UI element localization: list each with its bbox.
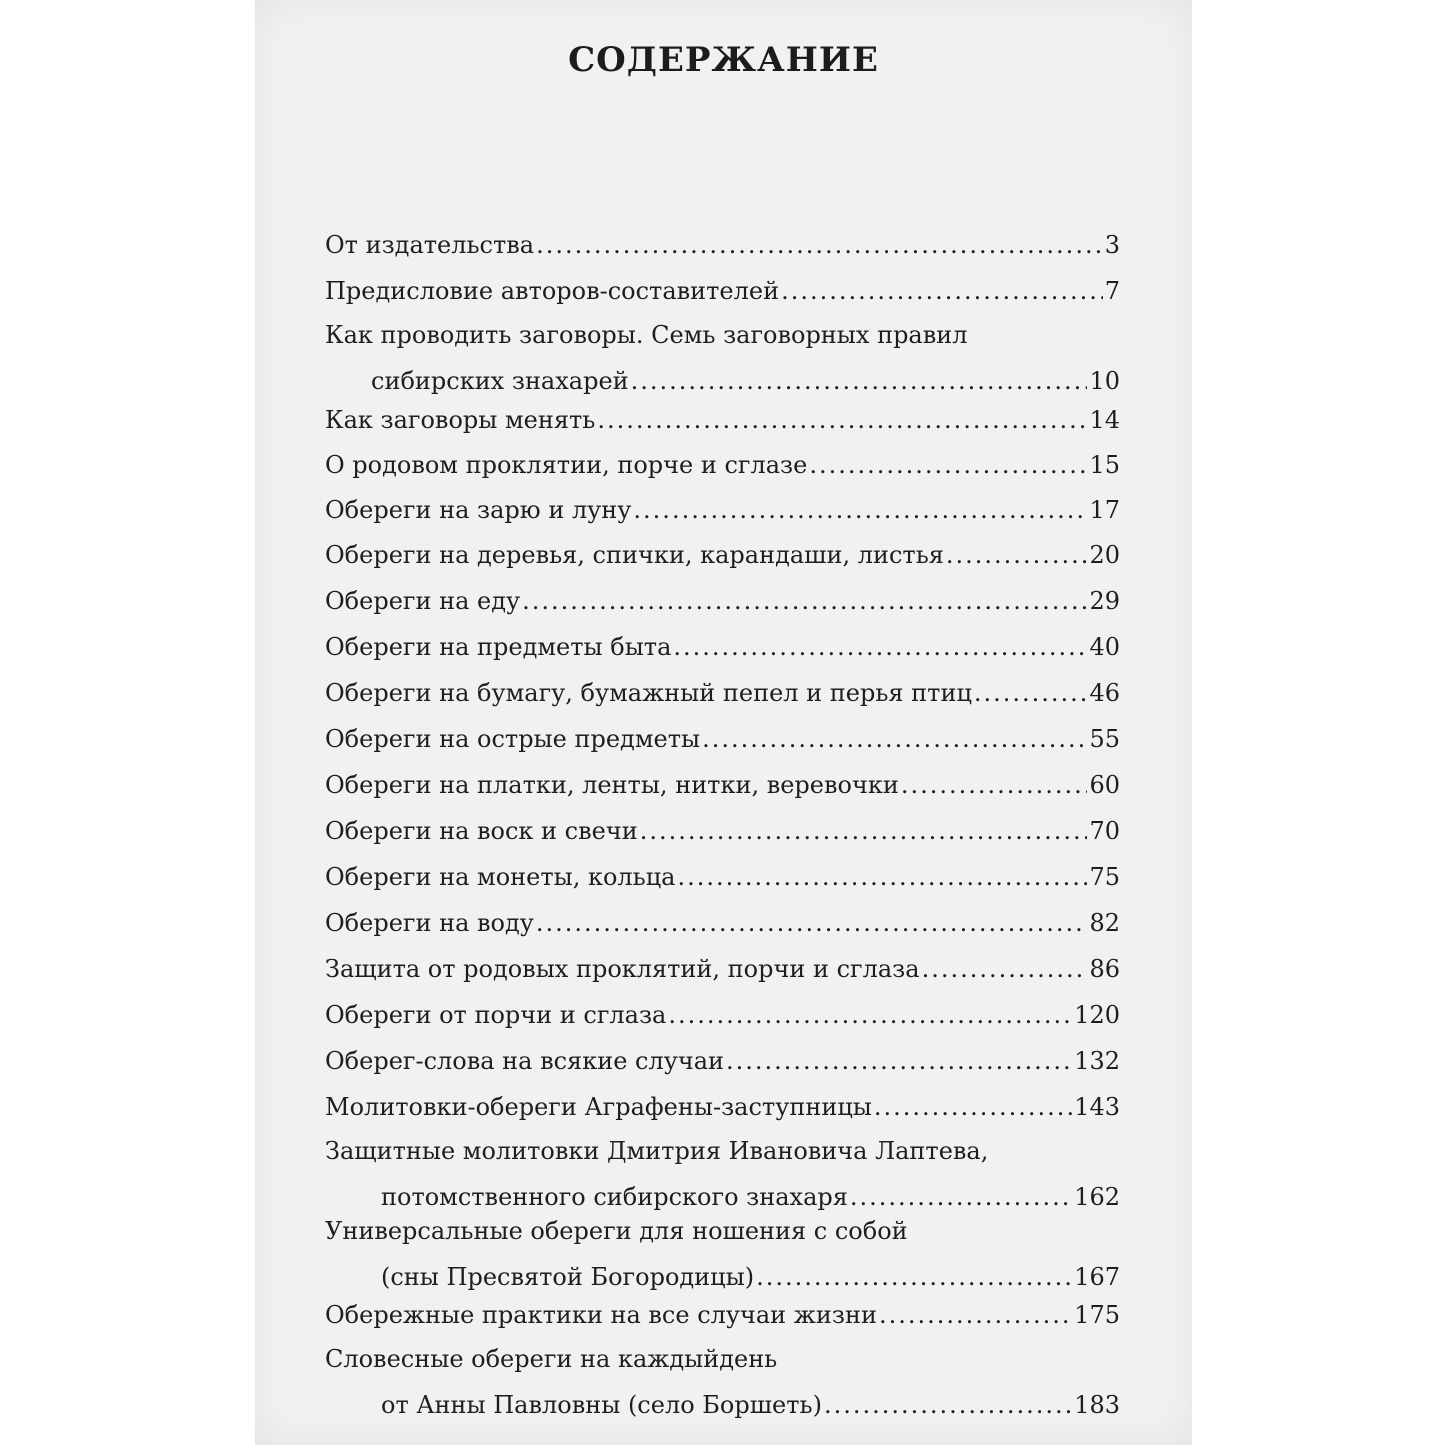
- leader-dots: [781, 268, 1103, 314]
- toc-entry-title: Обереги на платки, ленты, нитки, веревочки: [325, 771, 899, 799]
- toc-entry: [325, 1336, 1120, 1428]
- toc-entry-page: 86: [1089, 955, 1120, 983]
- toc-entry-page: 55: [1089, 725, 1120, 753]
- toc-entry-page: 46: [1089, 679, 1120, 707]
- toc-entry-title: Обереги на острые предметы: [325, 725, 701, 753]
- toc-entry: [325, 312, 1120, 404]
- toc-entry: [325, 670, 1120, 716]
- toc-entry-page: 3: [1104, 231, 1120, 259]
- toc-entry-title: Обереги на воск и свечи: [325, 817, 638, 845]
- leader-dots: [633, 487, 1087, 533]
- toc-entry: [325, 487, 1120, 533]
- toc-entry-page: 183: [1074, 1391, 1120, 1419]
- toc-entry-title: Обереги на зарю и луну: [325, 496, 632, 524]
- toc-entry-title: Оберег-слова на всякие случаи: [325, 1047, 724, 1075]
- toc-entry-page: 175: [1074, 1301, 1120, 1329]
- leader-dots: [597, 397, 1087, 443]
- toc-entry: [325, 442, 1120, 488]
- toc-entry-title: Обереги на монеты, кольца: [325, 863, 676, 891]
- toc-entry-title-line1: Универсальные обереги для ношения с собой: [325, 1217, 908, 1245]
- toc-entry: [325, 1084, 1120, 1130]
- toc-entry-title: Обереги на бумагу, бумажный пепел и перья птиц: [325, 679, 972, 707]
- toc-entry: [325, 532, 1120, 578]
- toc-entry-title: потомственного сибирского знахаря: [381, 1183, 848, 1211]
- toc-entry-title: Обереги на воду: [325, 909, 534, 937]
- leader-dots: [874, 1084, 1072, 1130]
- toc-entry-title: Обереги от порчи и сглаза: [325, 1001, 667, 1029]
- toc-entry-title: Обереги на предметы быта: [325, 633, 672, 661]
- leader-dots: [879, 1292, 1072, 1338]
- leader-dots: [668, 992, 1072, 1038]
- leader-dots: [673, 624, 1087, 670]
- toc-entry-page: 15: [1089, 451, 1120, 479]
- toc-entry-page: 70: [1089, 817, 1120, 845]
- toc-entry: [325, 1038, 1120, 1084]
- toc-entry-title: Обереги на еду: [325, 587, 521, 615]
- toc-entry-title-line1: Как проводить заговоры. Семь заговорных правил: [325, 321, 968, 349]
- toc-entry-page: 29: [1089, 587, 1120, 615]
- toc-entry: [325, 397, 1120, 443]
- book-page: [255, 0, 1192, 1445]
- toc-entry-page: 10: [1089, 367, 1120, 395]
- leader-dots: [901, 762, 1088, 808]
- toc-entry: [325, 992, 1120, 1038]
- toc-entry-page: 132: [1074, 1047, 1120, 1075]
- toc-entry-title: Как заговоры менять: [325, 406, 596, 434]
- toc-entry-page: 120: [1074, 1001, 1120, 1029]
- toc-entry: [325, 578, 1120, 624]
- toc-entry: [325, 1208, 1120, 1300]
- leader-dots: [536, 222, 1103, 268]
- toc-entry: [325, 762, 1120, 808]
- leader-dots: [974, 670, 1088, 716]
- toc-entry-page: 75: [1089, 863, 1120, 891]
- leader-dots: [824, 1382, 1072, 1428]
- toc-entry-title: О родовом проклятии, порче и сглазе: [325, 451, 808, 479]
- toc-entry: [325, 624, 1120, 670]
- toc-entry-title-line1: Словесные обереги на каждыйдень: [325, 1345, 778, 1373]
- leader-dots: [726, 1038, 1072, 1084]
- toc-entry-page: 17: [1089, 496, 1120, 524]
- toc-entry-page: 167: [1074, 1263, 1120, 1291]
- toc-entry-title: Защита от родовых проклятий, порчи и сглаза: [325, 955, 920, 983]
- toc-entry-page: 7: [1104, 277, 1120, 305]
- toc-entry-page: 20: [1089, 541, 1120, 569]
- toc-entry: [325, 808, 1120, 854]
- toc-entry-title: Предисловие авторов-составителей: [325, 277, 780, 305]
- leader-dots: [702, 716, 1087, 762]
- toc-entry-title: от Анны Павловны (село Боршеть): [381, 1391, 822, 1419]
- toc-entry-page: 82: [1089, 909, 1120, 937]
- toc-entry-title-line1: Защитные молитовки Дмитрия Ивановича Лаптева,: [325, 1137, 989, 1165]
- toc-entry: [325, 1292, 1120, 1338]
- toc-entry-title: сибирских знахарей: [371, 367, 629, 395]
- toc-entry-page: 162: [1074, 1183, 1120, 1211]
- leader-dots: [522, 578, 1087, 624]
- leader-dots: [946, 532, 1088, 578]
- toc-entry: [325, 268, 1120, 314]
- toc-entry: [325, 854, 1120, 900]
- toc-entry: [325, 946, 1120, 992]
- toc-entry: [325, 1128, 1120, 1220]
- page-title: СОДЕРЖАНИЕ: [568, 40, 879, 80]
- toc-entry: [325, 222, 1120, 268]
- leader-dots: [809, 442, 1087, 488]
- toc-entry-page: 143: [1074, 1093, 1120, 1121]
- leader-dots: [640, 808, 1088, 854]
- leader-dots: [536, 900, 1088, 946]
- toc-entry-title: (сны Пресвятой Богородицы): [381, 1263, 755, 1291]
- toc-entry-title: Обережные практики на все случаи жизни: [325, 1301, 877, 1329]
- leader-dots: [677, 854, 1087, 900]
- toc-entry-title: От издательства: [325, 231, 535, 259]
- toc-entry-page: 60: [1089, 771, 1120, 799]
- toc-entry-title: Молитовки-обереги Аграфены-заступницы: [325, 1093, 872, 1121]
- toc-entry: [325, 900, 1120, 946]
- toc-entry-page: 40: [1089, 633, 1120, 661]
- toc-entry-title: Обереги на деревья, спички, карандаши, листья: [325, 541, 944, 569]
- toc-entry-page: 14: [1089, 406, 1120, 434]
- leader-dots: [922, 946, 1088, 992]
- toc-entry: [325, 716, 1120, 762]
